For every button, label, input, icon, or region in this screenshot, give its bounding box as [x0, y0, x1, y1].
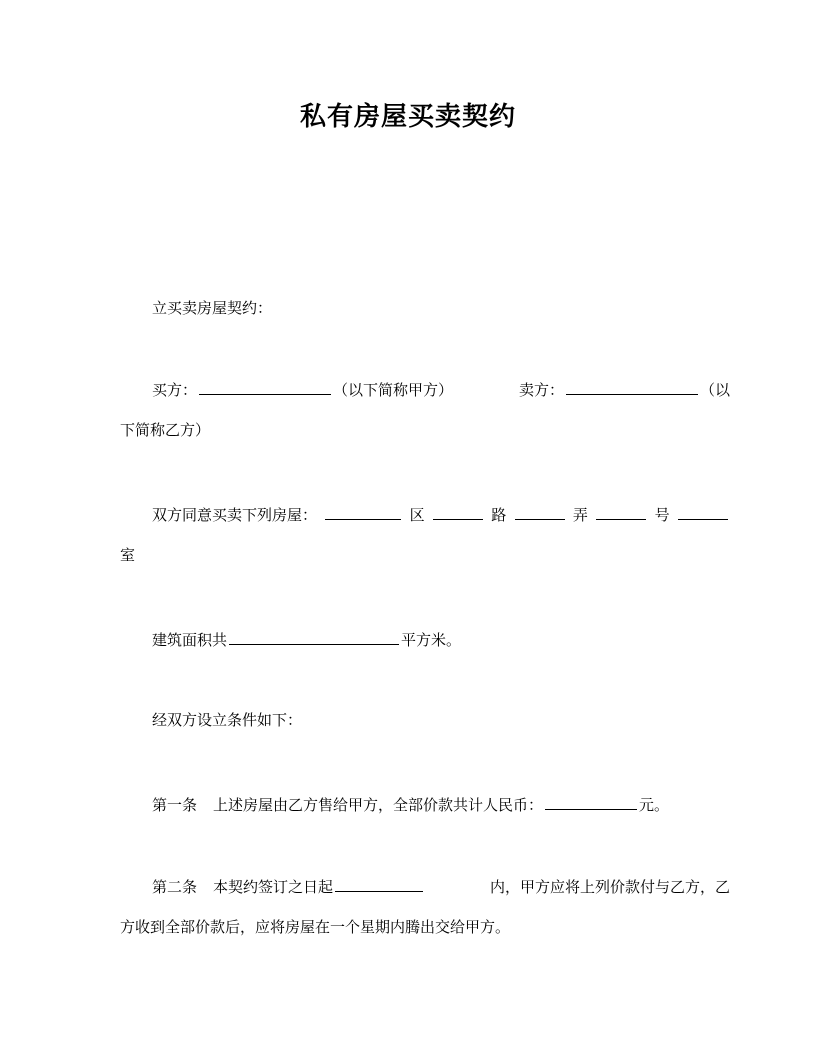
article2-line-1 — [120, 867, 730, 907]
seller-name-blank[interactable] — [566, 378, 698, 395]
document-title: 私有房屋买卖契约 — [299, 102, 516, 132]
property-line-1 — [120, 495, 730, 535]
seller-group — [519, 370, 730, 410]
room-label: 室 — [120, 546, 136, 564]
article2-line-2 — [120, 907, 698, 947]
number-label: 号 — [654, 506, 670, 524]
area-line — [120, 620, 730, 660]
price-blank[interactable] — [545, 793, 637, 810]
payment-period-blank[interactable] — [335, 875, 423, 892]
parties-line-2 — [120, 410, 698, 450]
buyer-group — [152, 370, 453, 410]
seller-suffix-line2: 下简称乙方） — [120, 421, 211, 439]
conditions-intro: 经双方设立条件如下： — [152, 711, 303, 729]
lane-label: 弄 — [572, 506, 588, 524]
intro-line — [120, 288, 730, 328]
article1-text: 上述房屋由乙方售给甲方，全部价款共计人民币： — [213, 796, 544, 814]
property-line-2 — [120, 535, 698, 575]
area-lead: 建筑面积共 — [152, 631, 228, 649]
article2-heading: 第二条 — [152, 878, 198, 896]
article2-text-before: 本契约签订之日起 — [213, 878, 334, 896]
seller-suffix-line1: （以 — [699, 381, 730, 399]
district-blank[interactable] — [325, 503, 401, 520]
area-blank[interactable] — [229, 628, 399, 645]
property-lead: 双方同意买卖下列房屋： — [152, 506, 318, 524]
parties-line-1 — [120, 370, 730, 410]
number-blank[interactable] — [596, 503, 646, 520]
intro-text: 立买卖房屋契约： — [152, 299, 273, 317]
buyer-label: 买方： — [152, 381, 198, 399]
buyer-suffix: （以下简称甲方） — [333, 381, 454, 399]
room-blank[interactable] — [678, 503, 728, 520]
district-label: 区 — [409, 506, 425, 524]
road-label: 路 — [491, 506, 507, 524]
area-unit: 平方米。 — [401, 631, 462, 649]
article1-heading: 第一条 — [152, 796, 198, 814]
buyer-name-blank[interactable] — [199, 378, 331, 395]
article2-line2: 方收到全部价款后，应将房屋在一个星期内腾出交给甲方。 — [120, 918, 511, 936]
article2-text-after: 内，甲方应将上列价款付与乙方，乙 — [489, 878, 730, 896]
article2-left — [152, 867, 425, 907]
road-blank[interactable] — [433, 503, 483, 520]
seller-label: 卖方： — [518, 381, 564, 399]
lane-blank[interactable] — [515, 503, 565, 520]
article1-unit: 元。 — [639, 796, 670, 814]
conditions-intro-line — [120, 700, 730, 740]
article1-line — [120, 785, 730, 825]
